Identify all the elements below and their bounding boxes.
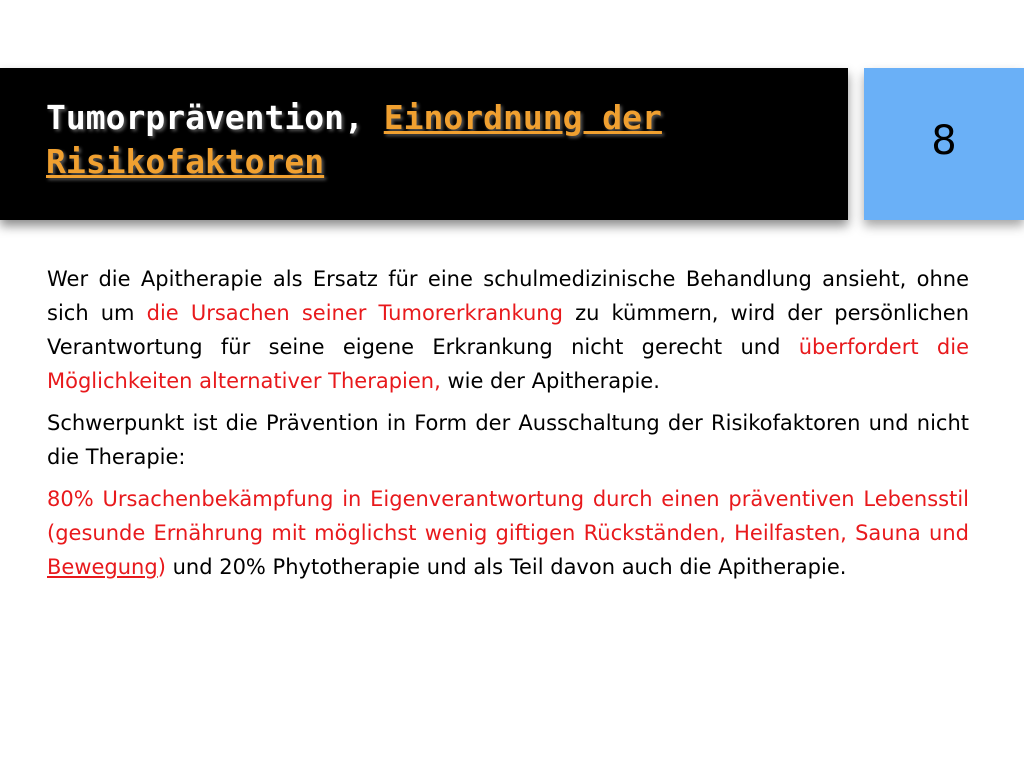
- slide-body: [47, 262, 969, 592]
- title-text: Tumorprävention,: [46, 98, 384, 137]
- p1-text-3: wie der Apitherapie.: [440, 369, 660, 393]
- slide-number: 8: [931, 118, 957, 164]
- paragraph-3: [47, 482, 969, 584]
- paragraph-1: [47, 262, 969, 398]
- title-link[interactable]: Einordnung der Risikofaktoren: [46, 98, 662, 181]
- p3-highlight-1: 80% Ursachenbekämpfung in Eigenverantwortung durch einen präventiven Lebensstil (gesunde Ernährung mit möglichst wenig giftigen Rückständen, Heilfasten, Sauna und: [47, 487, 969, 545]
- p2-text: Schwerpunkt ist die Prävention in Form der Ausschaltung der Risikofaktoren und nicht die Therapie:: [47, 411, 969, 469]
- p1-highlight-2: überfordert die Möglichkeiten alternativer Therapien,: [47, 335, 969, 393]
- p3-highlight-2: ): [157, 555, 166, 579]
- paragraph-2: [47, 406, 969, 474]
- slide-title: [46, 96, 826, 184]
- bewegung-link[interactable]: Bewegung: [47, 555, 158, 579]
- p3-text: und 20% Phytotherapie und als Teil davon auch die Apitherapie.: [165, 555, 847, 579]
- p1-text-2: zu kümmern, wird der persönlichen Verantwortung für seine eigene Erkrankung nicht gerecht und: [47, 301, 970, 359]
- p1-highlight-1: die Ursachen seiner Tumorerkrankung: [146, 301, 563, 325]
- p1-text-1: Wer die Apitherapie als Ersatz für eine schulmedizinische Behandlung ansieht, ohne sich um: [47, 267, 969, 325]
- slide-number-box: [864, 68, 1024, 220]
